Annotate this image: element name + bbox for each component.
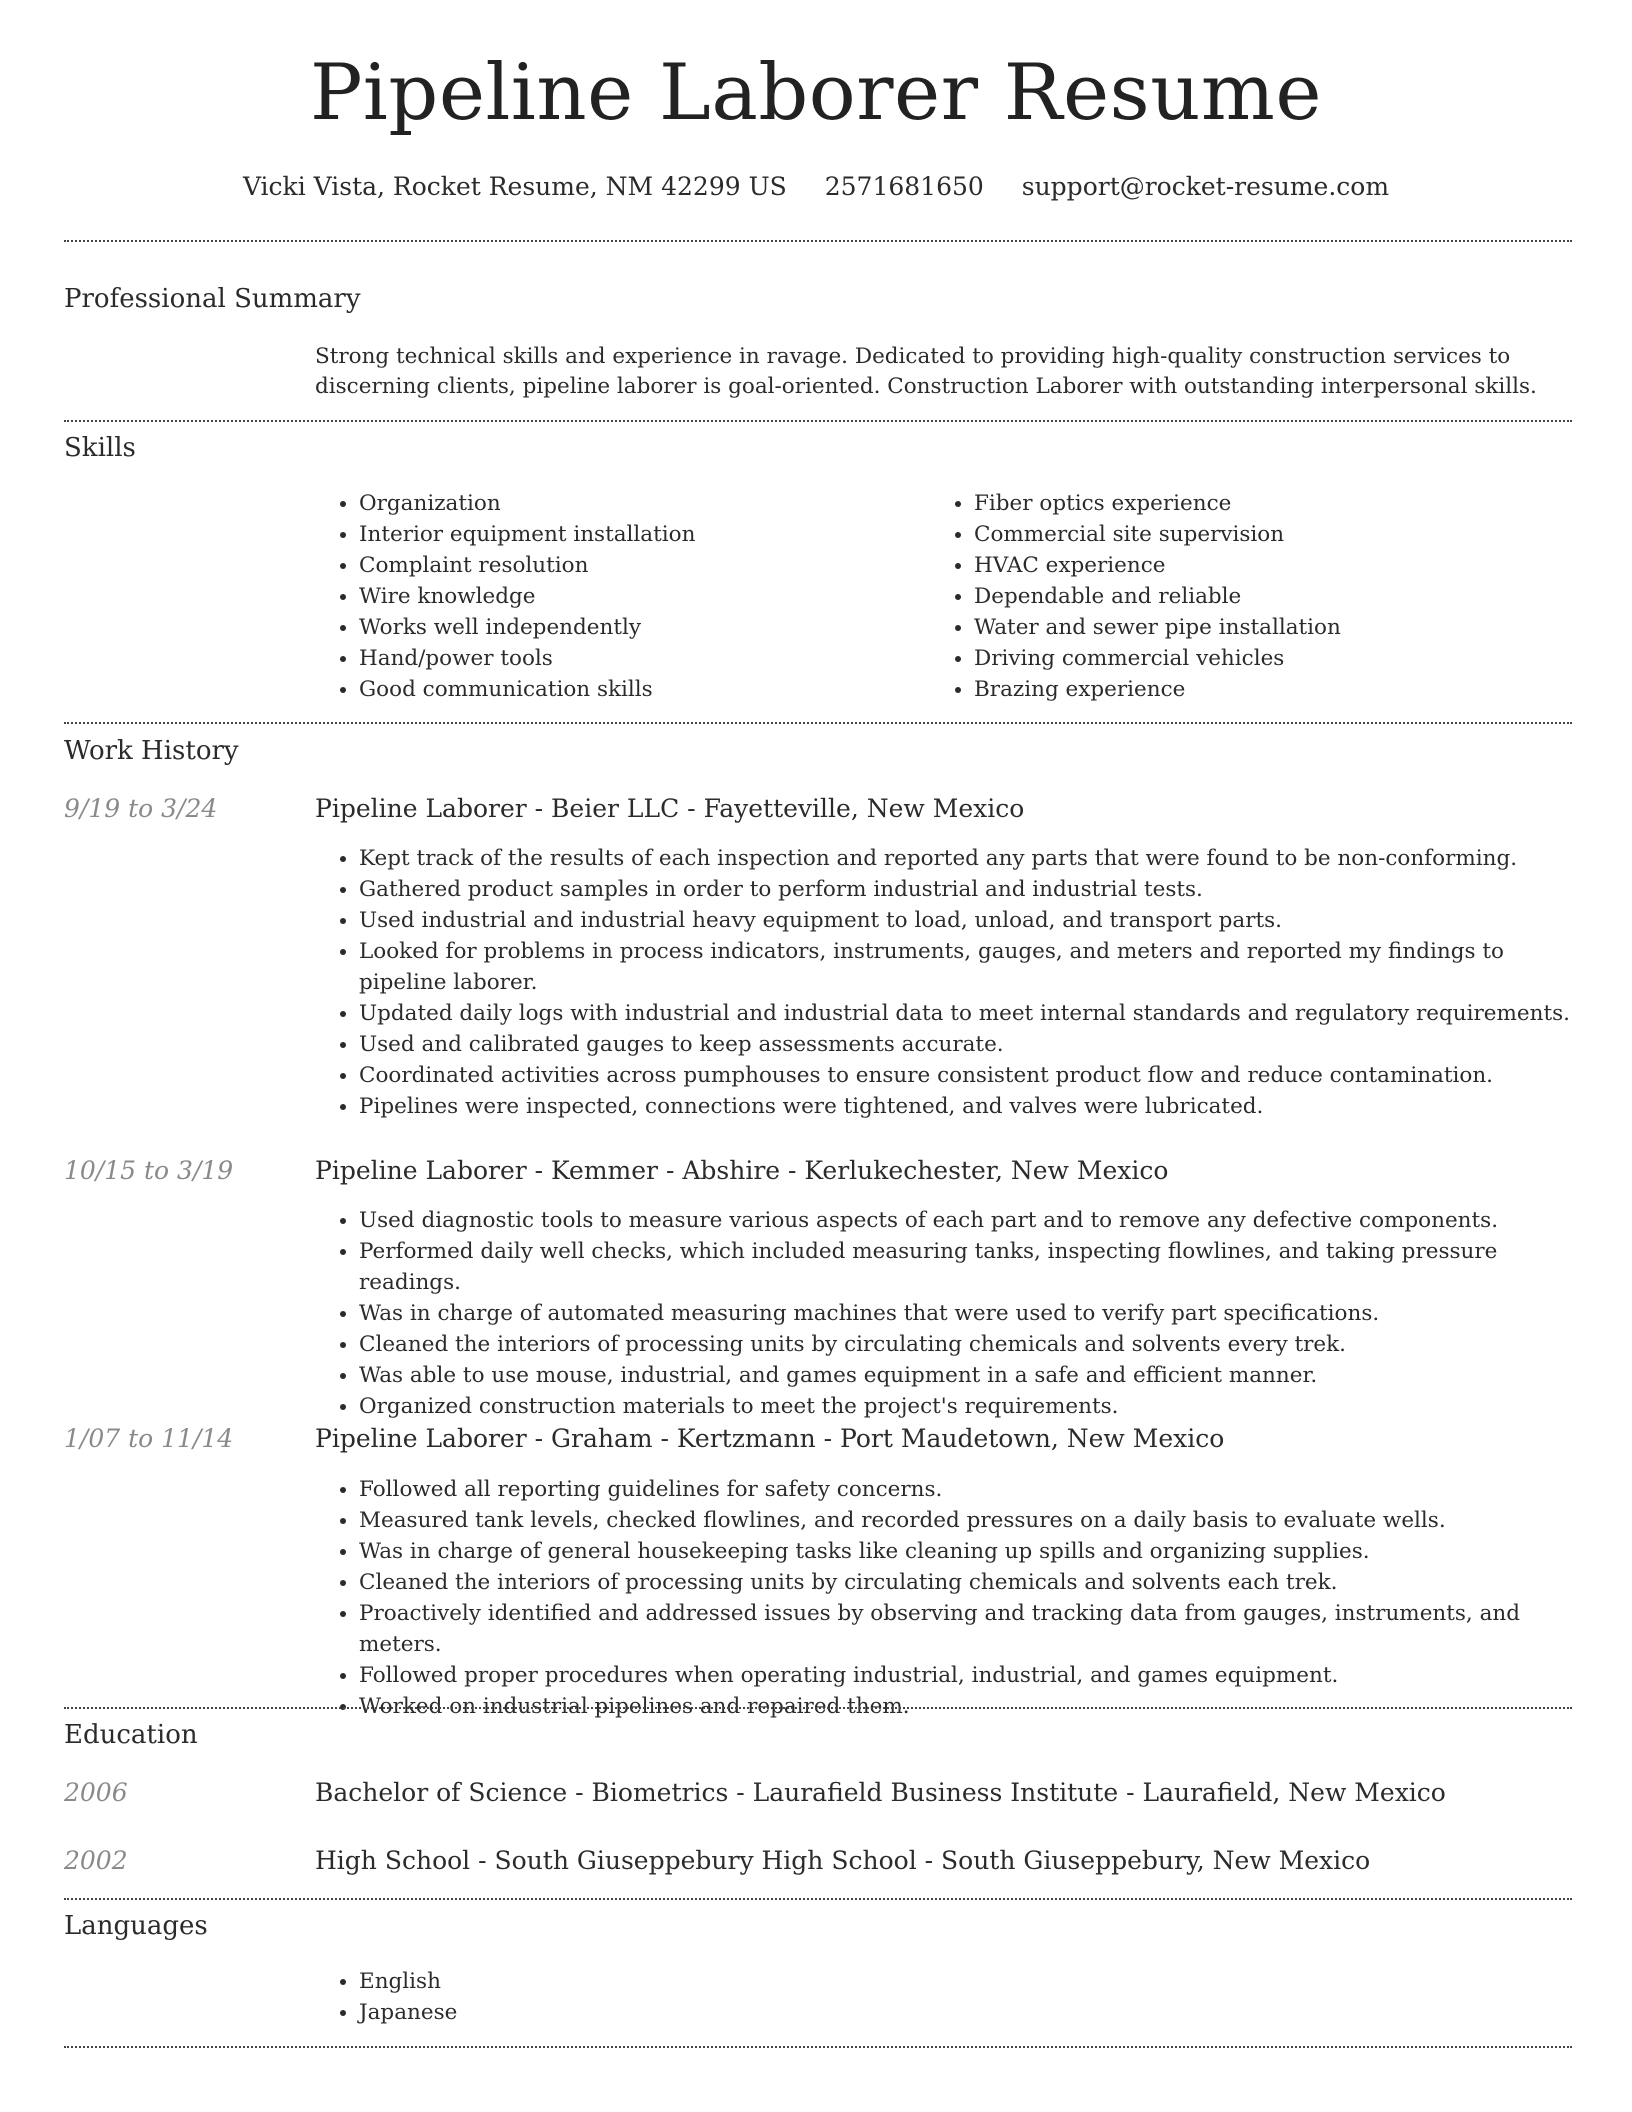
contact-address: Vicki Vista, Rocket Resume, NM 42299 US: [242, 172, 787, 201]
list-item: • Was in charge of automated measuring machines that were used to verify part specifications.: [359, 1298, 1599, 1329]
list-item: • Proactively identified and addressed issues by observing and tracking data from gauges, instruments, and meters.: [359, 1598, 1599, 1660]
list-item: • Coordinated activities across pumphouses to ensure consistent product flow and reduce contamination.: [359, 1060, 1579, 1091]
job-dates: 9/19 to 3/24: [64, 794, 218, 823]
skills-list-right: [930, 488, 1574, 705]
education-year: 2006: [64, 1778, 128, 1807]
list-item: • Water and sewer pipe installation: [974, 612, 1574, 643]
education-entry: High School - South Giuseppebury High School - South Giuseppebury, New Mexico: [315, 1846, 1371, 1875]
list-item: • Followed all reporting guidelines for safety concerns.: [359, 1474, 1599, 1505]
list-item: • Cleaned the interiors of processing units by circulating chemicals and solvents each trek.: [359, 1567, 1599, 1598]
list-item: • Kept track of the results of each inspection and reported any parts that were found to be non-conforming.: [359, 843, 1579, 874]
education-entry: Bachelor of Science - Biometrics - Laurafield Business Institute - Laurafield, New Mexico: [315, 1778, 1446, 1807]
divider: [64, 2046, 1572, 2048]
contact-email: support@rocket-resume.com: [1021, 172, 1390, 201]
list-item: • HVAC experience: [974, 550, 1574, 581]
divider: [64, 722, 1572, 724]
list-item: • Organized construction materials to meet the project's requirements.: [359, 1391, 1599, 1422]
list-item: • Used industrial and industrial heavy equipment to load, unload, and transport parts.: [359, 905, 1579, 936]
list-item: • Was able to use mouse, industrial, and games equipment in a safe and efficient manner.: [359, 1360, 1599, 1391]
summary-heading: Professional Summary: [64, 284, 361, 314]
list-item: • Pipelines were inspected, connections were tightened, and valves were lubricated.: [359, 1091, 1579, 1122]
list-item: • Used diagnostic tools to measure various aspects of each part and to remove any defective components.: [359, 1205, 1599, 1236]
job-dates: 10/15 to 3/19: [64, 1156, 234, 1185]
languages-list: [315, 1966, 959, 2028]
list-item: • Was in charge of general housekeeping tasks like cleaning up spills and organizing supplies.: [359, 1536, 1599, 1567]
divider: [64, 420, 1572, 422]
list-item: • Commercial site supervision: [974, 519, 1574, 550]
list-item: • Dependable and reliable: [974, 581, 1574, 612]
contact-phone: 2571681650: [824, 172, 984, 201]
job-title: Pipeline Laborer - Kemmer - Abshire - Kerlukechester, New Mexico: [315, 1156, 1169, 1185]
divider: [64, 1707, 1572, 1709]
job-title: Pipeline Laborer - Graham - Kertzmann - Port Maudetown, New Mexico: [315, 1424, 1225, 1453]
contact-line: [0, 172, 1632, 201]
divider: [64, 240, 1572, 242]
list-item: • Interior equipment installation: [359, 519, 919, 550]
education-year: 2002: [64, 1846, 128, 1875]
list-item: • Worked on industrial pipelines and repaired them.: [359, 1691, 1599, 1722]
list-item: • Cleaned the interiors of processing units by circulating chemicals and solvents every trek.: [359, 1329, 1599, 1360]
job-dates: 1/07 to 11/14: [64, 1424, 234, 1453]
job-bullets: [315, 1205, 1599, 1422]
list-item: • Brazing experience: [974, 674, 1574, 705]
list-item: • Used and calibrated gauges to keep assessments accurate.: [359, 1029, 1579, 1060]
list-item: • Fiber optics experience: [974, 488, 1574, 519]
list-item: • Gathered product samples in order to perform industrial and industrial tests.: [359, 874, 1579, 905]
list-item: • English: [359, 1966, 959, 1997]
list-item: • Complaint resolution: [359, 550, 919, 581]
list-item: • Looked for problems in process indicators, instruments, gauges, and meters and reported my findings to pipeline laborer.: [359, 936, 1579, 998]
list-item: • Hand/power tools: [359, 643, 919, 674]
resume-title: Pipeline Laborer Resume: [309, 48, 1323, 138]
work-heading: Work History: [64, 736, 239, 766]
job-title: Pipeline Laborer - Beier LLC - Fayetteville, New Mexico: [315, 794, 1025, 823]
languages-heading: Languages: [64, 1911, 208, 1941]
skills-heading: Skills: [64, 433, 136, 463]
list-item: • Japanese: [359, 1997, 959, 2028]
job-bullets: [315, 843, 1579, 1122]
summary-text: Strong technical skills and experience in ravage. Dedicated to providing high-quality construction services to discerning clients, pipeline laborer is goal-oriented. Construction Laborer with outstanding interpersonal skills.: [315, 344, 1537, 399]
list-item: • Good communication skills: [359, 674, 919, 705]
list-item: • Updated daily logs with industrial and industrial data to meet internal standards and regulatory requirements.: [359, 998, 1579, 1029]
list-item: • Measured tank levels, checked flowlines, and recorded pressures on a daily basis to evaluate wells.: [359, 1505, 1599, 1536]
list-item: • Wire knowledge: [359, 581, 919, 612]
education-heading: Education: [64, 1720, 198, 1750]
list-item: • Driving commercial vehicles: [974, 643, 1574, 674]
list-item: • Organization: [359, 488, 919, 519]
job-bullets: [315, 1474, 1599, 1722]
list-item: • Performed daily well checks, which included measuring tanks, inspecting flowlines, and taking pressure readings.: [359, 1236, 1599, 1298]
list-item: • Works well independently: [359, 612, 919, 643]
list-item: • Followed proper procedures when operating industrial, industrial, and games equipment.: [359, 1660, 1599, 1691]
divider: [64, 1898, 1572, 1900]
skills-list-left: [315, 488, 919, 705]
